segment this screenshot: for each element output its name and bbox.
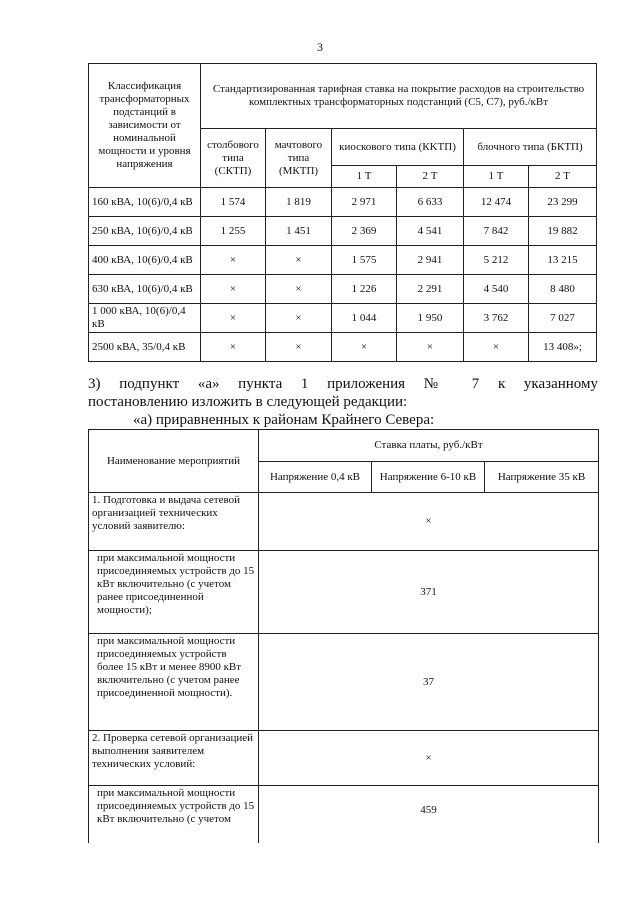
amendment-line-2: постановлению изложить в следующей редакции:	[88, 394, 408, 410]
t2-row	[89, 493, 599, 551]
page-number: 3	[317, 40, 323, 54]
t1-col-kiosk: киоскового типа (КKТП)	[332, 129, 464, 166]
t1-row	[89, 188, 597, 217]
t1-row-label: 400 кВА, 10(6)/0,4 кВ	[89, 246, 201, 275]
t1-cell: 2 369	[332, 217, 397, 246]
t1-row-label: 1 000 кВА, 10(6)/0,4 кВ	[89, 304, 201, 333]
t1-cell: 19 882	[529, 217, 597, 246]
t1-cell: ×	[201, 304, 266, 333]
t1-sub-1t: 1 Т	[464, 166, 529, 188]
t1-row	[89, 275, 597, 304]
t1-cell: ×	[201, 246, 266, 275]
t1-cell: 1 255	[201, 217, 266, 246]
t2-row-label: при максимальной мощности присоединяемых устройств более 15 кВт и менее 8900 кВт включительно (с учетом ранее присоединенной мощности).	[89, 634, 259, 731]
t2-row	[89, 786, 599, 843]
t1-cell: 2 971	[332, 188, 397, 217]
t1-cell: 1 950	[397, 304, 464, 333]
t1-cell: 5 212	[464, 246, 529, 275]
t1-row	[89, 246, 597, 275]
t1-cell: 23 299	[529, 188, 597, 217]
t1-cell: 7 842	[464, 217, 529, 246]
connection-fee-table	[88, 429, 599, 843]
t1-cell: ×	[332, 333, 397, 362]
t1-cell: 1 574	[201, 188, 266, 217]
t2-row-value: ×	[259, 493, 599, 551]
t2-head-name: Наименование мероприятий	[89, 430, 259, 493]
t1-cell: ×	[201, 275, 266, 304]
tariff-table-substations	[88, 63, 597, 362]
t2-row-value: 371	[259, 551, 599, 634]
t1-cell: ×	[266, 246, 332, 275]
t1-sub-2t: 2 Т	[397, 166, 464, 188]
t1-head-left: Классификация трансформаторных подстанций в зависимости от номинальной мощности и уровня напряжения	[89, 64, 201, 188]
t1-cell: 12 474	[464, 188, 529, 217]
t2-row-label: 1. Подготовка и выдача сетевой организацией технических условий заявителю:	[89, 493, 259, 551]
t1-row-label: 160 кВА, 10(6)/0,4 кВ	[89, 188, 201, 217]
t1-cell: ×	[266, 304, 332, 333]
t1-cell: 7 027	[529, 304, 597, 333]
t1-cell: 1 226	[332, 275, 397, 304]
t1-cell: 4 540	[464, 275, 529, 304]
t2-col-voltage-610: Напряжение 6-10 кВ	[372, 462, 485, 493]
t1-cell: 4 541	[397, 217, 464, 246]
t2-row	[89, 731, 599, 786]
t1-col-mast: мачтового типа (МКТП)	[266, 129, 332, 188]
t1-sub-1t: 1 Т	[332, 166, 397, 188]
t2-head-rate: Ставка платы, руб./кВт	[259, 430, 599, 462]
t2-row-label: 2. Проверка сетевой организацией выполнения заявителем технических условий:	[89, 731, 259, 786]
t1-row-label: 2500 кВА, 35/0,4 кВ	[89, 333, 201, 362]
t1-col-pole: столбового типа (СКТП)	[201, 129, 266, 188]
t2-row-value: 37	[259, 634, 599, 731]
t1-cell: ×	[266, 333, 332, 362]
t1-cell: 1 575	[332, 246, 397, 275]
t1-cell: 2 941	[397, 246, 464, 275]
t1-row	[89, 304, 597, 333]
t2-row	[89, 634, 599, 731]
t1-cell: 8 480	[529, 275, 597, 304]
t1-row	[89, 217, 597, 246]
t1-row-label: 250 кВА, 10(6)/0,4 кВ	[89, 217, 201, 246]
t2-row-value: ×	[259, 731, 599, 786]
t1-head-main: Стандартизированная тарифная ставка на покрытие расходов на строительство комплектных трансформаторных подстанций (С5, С7), руб./кВт	[201, 64, 597, 129]
t1-cell: 13 408»;	[529, 333, 597, 362]
t1-cell: 6 633	[397, 188, 464, 217]
t1-cell: 1 451	[266, 217, 332, 246]
amendment-line-3: «а) приравненных к районам Крайнего Севера:	[133, 412, 435, 428]
t2-col-voltage-35: Напряжение 35 кВ	[485, 462, 599, 493]
t2-col-voltage-04: Напряжение 0,4 кВ	[259, 462, 372, 493]
t2-row-label: при максимальной мощности присоединяемых устройств до 15 кВт включительно (с учетом ранее присоединенной мощности);	[89, 551, 259, 634]
t1-cell: ×	[266, 275, 332, 304]
t1-cell: ×	[397, 333, 464, 362]
t1-cell: ×	[201, 333, 266, 362]
t1-row	[89, 333, 597, 362]
amendment-line-1: 3) подпункт «а» пункта 1 приложения № 7 к указанному	[88, 376, 598, 392]
t2-row-label: при максимальной мощности присоединяемых устройств до 15 кВт включительно (с учетом	[89, 786, 259, 843]
t1-cell: 1 819	[266, 188, 332, 217]
t2-row-value: 459	[259, 786, 599, 843]
t1-cell: 1 044	[332, 304, 397, 333]
t1-cell: 13 215	[529, 246, 597, 275]
t1-cell: ×	[464, 333, 529, 362]
t1-cell: 2 291	[397, 275, 464, 304]
t2-row	[89, 551, 599, 634]
t1-row-label: 630 кВА, 10(6)/0,4 кВ	[89, 275, 201, 304]
t1-col-block: блочного типа (БКТП)	[464, 129, 597, 166]
t1-cell: 3 762	[464, 304, 529, 333]
t1-sub-2t: 2 Т	[529, 166, 597, 188]
